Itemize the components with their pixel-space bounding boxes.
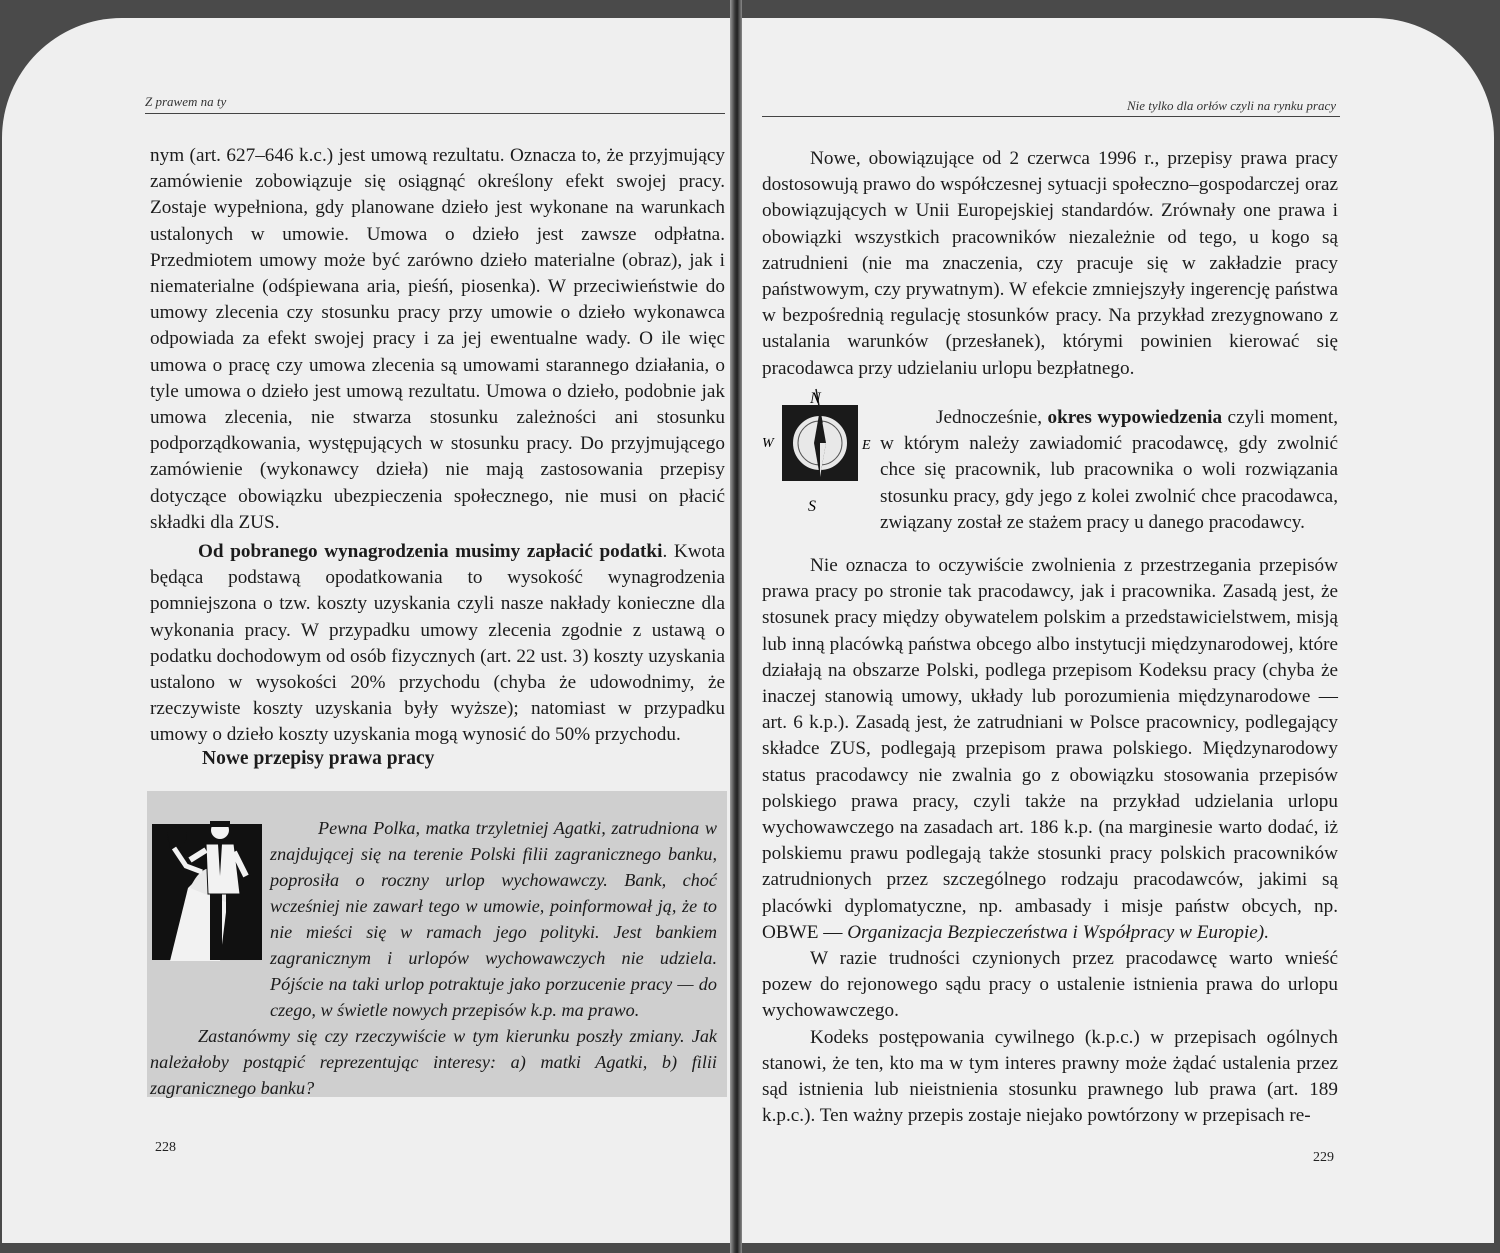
left-paragraph-2 [150, 539, 725, 749]
compass-s-label: S [808, 498, 816, 513]
right-paragraph-4: W razie trudności czynionych przez pracodawcę warto wnieść pozew do rejonowego sądu pracy o ustalenie istnienia prawa do urlopu wychowawczego. [762, 948, 1338, 1022]
right-page [742, 18, 1494, 1243]
section-heading: Nowe przepisy prawa pracy [202, 748, 435, 769]
right-paragraph-5: Kodeks postępowania cywilnego (k.p.c.) w przepisach ogólnych stanowi, że ten, kto ma w tym interes prawny może żądać ustalenia przez sąd istnienia lub nieistnienia stosunku prawnego lub prawa (art. 189 k.p.c.). Ten ważny przepis zostaje niejako powtórzony w przepisach re- [762, 1026, 1338, 1127]
compass-n-label: N [810, 390, 821, 407]
header-rule-right [762, 116, 1340, 117]
right-paragraph-3-text: Nie oznacza to oczywiście zwolnienia z przestrzegania przepisów prawa pracy po stronie tak pracodawcy, jak i pracownika. Zasadą jest, że stosunek pracy między obywatelem polskim a przedstawicielstwem, misją lub inną placówką państwa obcego albo instytucji międzynarodowej, które działają na obszarze Polski, podlega przepisom Kodeksu pracy (chyba że inaczej stanowią umowy, układy lub porozumienia międzynarodowe — art. 6 k.p.). Zasadą jest, że zatrudniani w Polsce pracownicy, podlegający składce ZUS, podlegają przepisom prawa polskiego. Międzynarodowy status pracodawcy nie zwalnia go z obowiązku stosowania przepisów polskiego prawa pracy, czyli także na przykład udzielania urlopu wychowawczego na zasadach art. 186 k.p. (na marginesie warto dodać, iż polskiemu prawu podlegają także stosunki pracy polskich pracowników zatrudnionych przez szczególnego rodzaju pracodawców, jakimi są placówki dyplomatyczne, np. ambasady i misje państw obcych, np. OBWE — [762, 555, 1338, 943]
left-body-1 [150, 143, 725, 536]
left-paragraph-2-bold: Od pobranego wynagrodzenia musimy zapłacić podatki [198, 541, 663, 562]
case-study-text [150, 815, 717, 1101]
page-number-left: 228 [155, 1140, 176, 1155]
header-rule-left [145, 113, 725, 114]
right-paragraph-3-italic: Organizacja Bezpieczeństwa i Współpracy w Europie). [847, 921, 1269, 943]
left-paragraph-2-rest: . Kwota będąca podstawą opodatkowania to wysokość wynagrodzenia pomniejszona o tzw. koszty uzyskania czyli nasze nakłady konieczne dla wykonania pracy. W przypadku umowy zlecenia zgodnie z ustawą o podatku dochodowym od osób fizycznych (art. 22 ust. 3) koszty uzyskania ustalono w wysokości 20% przychodu (chyba że udowodnimy, że rzeczywiste koszty uzyskania były wyższe); natomiast w przypadku umowy o dzieło koszty uzyskania mogą wynosić do 50% przychodu. [150, 541, 725, 746]
left-page [2, 18, 730, 1243]
case-paragraph-2: Zastanówmy się czy rzeczywiście w tym kierunku poszły zmiany. Jak należałoby postąpić reprezentując interesy: a) matki Agatki, b) filii zagranicznego banku? [150, 1026, 717, 1098]
running-head-left: Z prawem na ty [145, 94, 227, 109]
right-paragraph-2-start: Jednocześnie, [936, 407, 1048, 428]
right-paragraph-1: Nowe, obowiązujące od 2 czerwca 1996 r., przepisy prawa pracy dostosowują prawo do współczesnej sytuacji społeczno–gospodarczej oraz obowiązujących w Unii Europejskiej standardów. Zrównały one prawa i obowiązki wszystkich pracowników niezależnie od tego, u kogo są zatrudnieni (nie ma znaczenia, czy pracuje się w zakładzie pracy państwowym, czy prywatnym). W efekcie zmniejszyły ingerencję państwa w bezpośrednią regulację stosunków pracy. Na przykład zrezygnowano z ustalania warunków (przesłanek), którymi powinien kierować się pracodawca przy udzielaniu urlopu bezpłatnego. [762, 148, 1338, 379]
left-paragraph-1: nym (art. 627–646 k.c.) jest umową rezultatu. Oznacza to, że przyjmujący zamówienie zobowiązuje się osiągnąć określony efekt swojej pracy. Zostaje wypełniona, gdy planowane dzieło jest wykonane na warunkach ustalonych w umowie. Umowa o dzieło jest zawsze odpłatna. Przedmiotem umowy może być zarówno dzieło materialne (obraz), jak i niematerialne (odśpiewana aria, pieśń, piosenka). W przeciwieństwie do umowy zlecenia czy stosunku pracy przy umowie o dzieło wykonawca odpowiada za efekt swojej pracy i za jej ewentualne wady. O ile więc umowa o pracę czy umowa zlecenia są umowami starannego działania, o tyle umowa o dzieło jest umową rezultatu. Umowa o dzieło, podobnie jak umowa zlecenia, nie stwarza stosunku zależności ani stosunku podporządkowania, występujących w stosunku pracy. Do przyjmującego zamówienie (wykonawcy dzieła) nie mają zastosowania przepisy dotyczące obowiązku ubezpieczenia społecznego, nie musi on płacić składki dla ZUS. [150, 145, 725, 533]
case-paragraph-1: Pewna Polka, matka trzyletniej Agatki, zatrudniona w znajdującej się na terenie Polski filii zagranicznego banku, poprosiła o roczny urlop wychowawczy. Bank, choć wcześniej nie zawarł tego w umowie, poinformował ją, że to nie mieści się w ramach jego polityki. Jest bankiem zagranicznym i urlopów wychowawczych nie udziela. Pójście na taki urlop potraktuje jako porzucenie pracy — do czego, w świetle nowych przepisów k.p. ma prawo. [270, 818, 717, 1020]
right-body-1 [762, 146, 1338, 382]
right-paragraph-2-rest: czyli moment, w którym należy zawiadomić pracodawcę, gdy zwolnić chce się pracownik, lub pracownika o woli rozwiązania stosunku pracy, gdy jego z kolei zwolnić chce pracodawca, związany został ze stażem pracy u danego pracodawcy. [880, 407, 1338, 533]
running-head-right: Nie tylko dla orłów czyli na rynku pracy [1126, 98, 1336, 113]
right-paragraph-3 [762, 553, 1338, 946]
compass-float-space [762, 405, 880, 513]
right-body-2 [762, 405, 1338, 536]
left-body-2 [150, 539, 725, 749]
page-number-right: 229 [1313, 1150, 1334, 1165]
right-paragraph-2-bold: okres wypowiedzenia [1047, 407, 1223, 428]
right-body-3 [762, 553, 1338, 1129]
book-gutter [730, 0, 742, 1253]
compass-w-label: W [762, 436, 774, 451]
compass-e-label: E [862, 438, 871, 453]
